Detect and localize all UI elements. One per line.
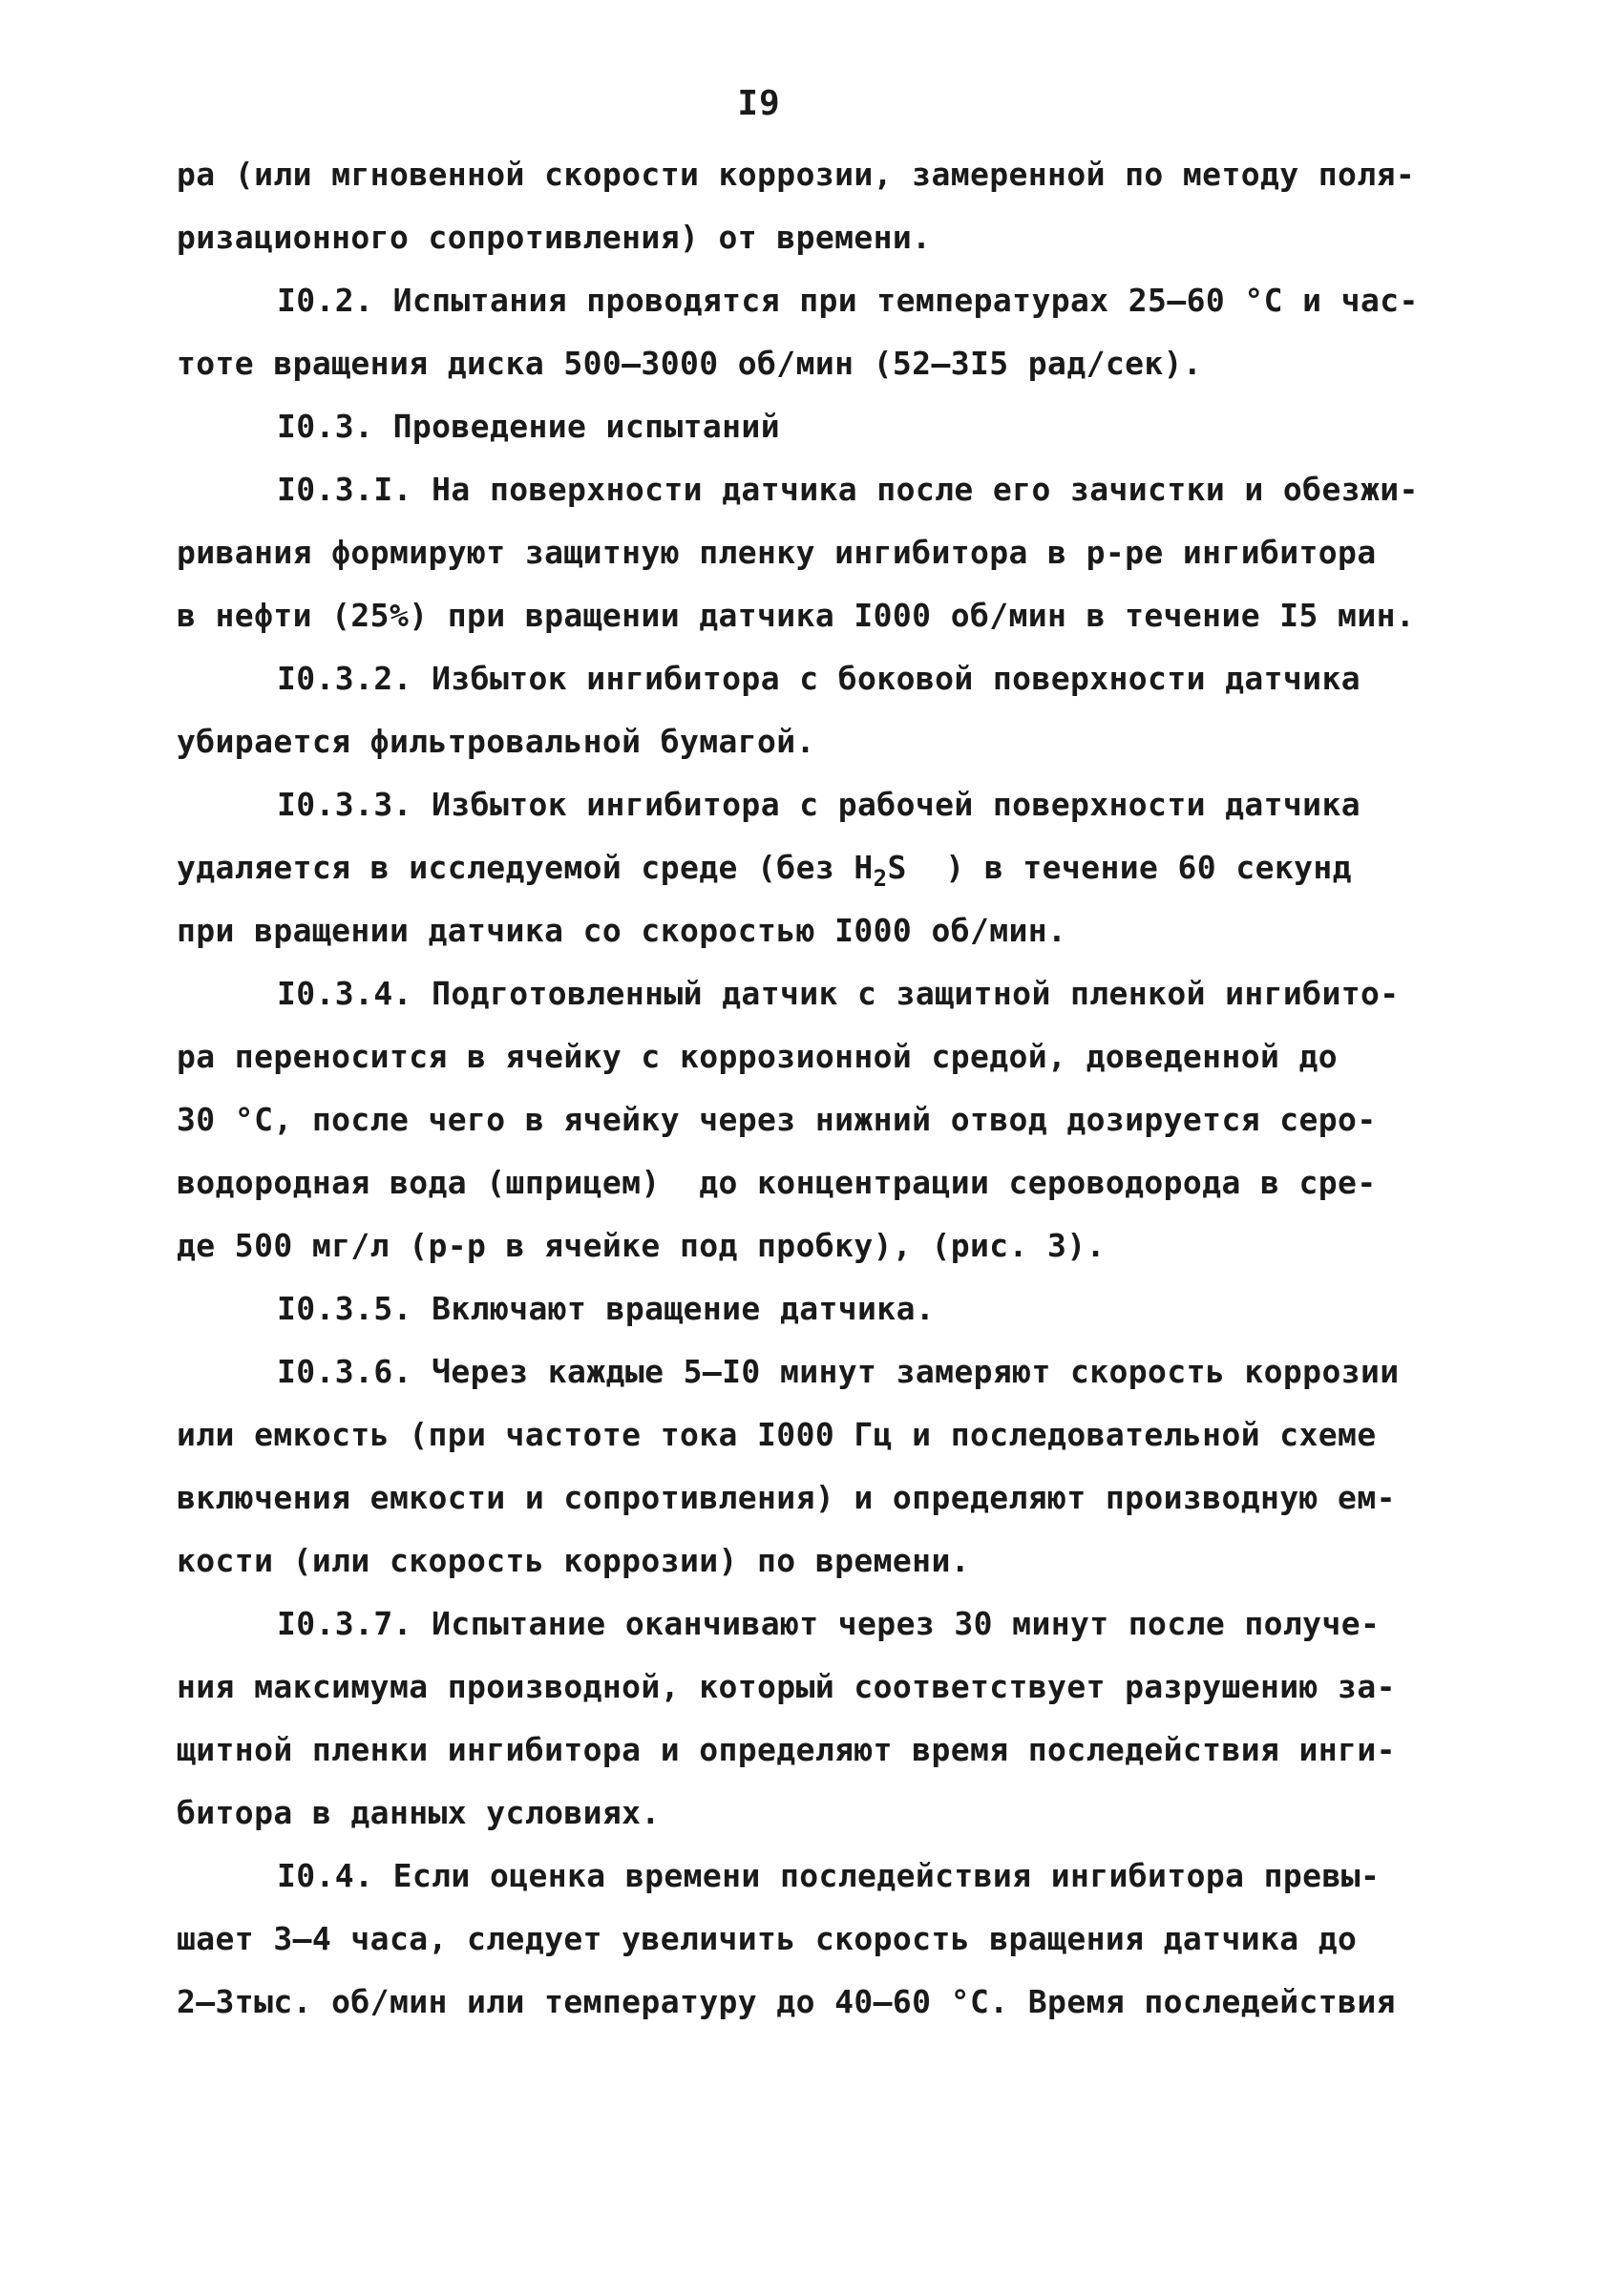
subscript-2: 2 xyxy=(873,865,888,892)
text-line: или емкость (при частоте тока I000 Гц и последовательной схеме xyxy=(177,1416,1377,1453)
text-line: водородная вода (шприцем) до концентрации сероводорода в сре- xyxy=(177,1164,1377,1201)
text-fragment: удаляется в исследуемой среде (без H xyxy=(177,849,874,886)
text-line: де 500 мг/л (р-р в ячейке под пробку), (рис. 3). xyxy=(177,1227,1106,1264)
section-10-3-3-line: I0.3.3. Избыток ингибитора с рабочей поверхности датчика xyxy=(277,786,1360,823)
text-line: ризационного сопротивления) от времени. xyxy=(177,219,932,256)
section-10-2-line: I0.2. Испытания проводятся при температурах 25–60 °С и час- xyxy=(277,282,1419,319)
text-line: шает 3–4 часа, следует увеличить скорость вращения датчика до xyxy=(177,1920,1358,1957)
section-10-3-5-line: I0.3.5. Включают вращение датчика. xyxy=(277,1290,936,1327)
text-line: кости (или скорость коррозии) по времени. xyxy=(177,1542,970,1579)
text-line: битора в данных условиях. xyxy=(177,1794,661,1831)
section-10-3-2-line: I0.3.2. Избыток ингибитора с боковой поверхности датчика xyxy=(277,660,1360,697)
text-line: тоте вращения диска 500–3000 об/мин (52–3I5 рад/сек). xyxy=(177,345,1203,382)
section-10-3-4-line: I0.3.4. Подготовленный датчик с защитной пленкой ингибито- xyxy=(277,975,1400,1012)
document-body xyxy=(177,143,1437,2034)
section-10-4-line: I0.4. Если оценка времени последействия ингибитора превы- xyxy=(277,1857,1381,1894)
text-line-h2s xyxy=(177,836,1437,899)
text-line: 2–3тыс. об/мин или температуру до 40–60 °С. Время последействия xyxy=(177,1983,1396,2020)
text-line: при вращении датчика со скоростью I000 об/мин. xyxy=(177,912,1067,949)
text-line: щитной пленки ингибитора и определяют время последействия инги- xyxy=(177,1731,1396,1768)
text-line: включения емкости и сопротивления) и определяют производную ем- xyxy=(177,1479,1396,1516)
text-line: 30 °С, после чего в ячейку через нижний отвод дозируется серо- xyxy=(177,1101,1377,1138)
text-fragment: S ) в течение 60 секунд xyxy=(887,849,1352,886)
page-number: I9 xyxy=(737,84,781,123)
text-line: ривания формируют защитную пленку ингибитора в р-ре ингибитора xyxy=(177,534,1377,571)
section-10-3-1-line: I0.3.I. На поверхности датчика после его зачистки и обезжи- xyxy=(277,471,1419,508)
section-10-3-6-line: I0.3.6. Через каждые 5–I0 минут замеряют скорость коррозии xyxy=(277,1353,1400,1390)
section-10-3-heading: I0.3. Проведение испытаний xyxy=(277,408,780,445)
text-line: ра переносится в ячейку с коррозионной средой, доведенной до xyxy=(177,1038,1339,1075)
text-line: ния максимума производной, который соответствует разрушению за- xyxy=(177,1668,1396,1705)
section-10-3-7-line: I0.3.7. Испытание оканчивают через 30 минут после получе- xyxy=(277,1605,1381,1642)
text-line: в нефти (25%) при вращении датчика I000 об/мин в течение I5 мин. xyxy=(177,597,1416,634)
text-line: убирается фильтровальной бумагой. xyxy=(177,723,815,760)
text-line: ра (или мгновенной скорости коррозии, замеренной по методу поля- xyxy=(177,156,1416,193)
